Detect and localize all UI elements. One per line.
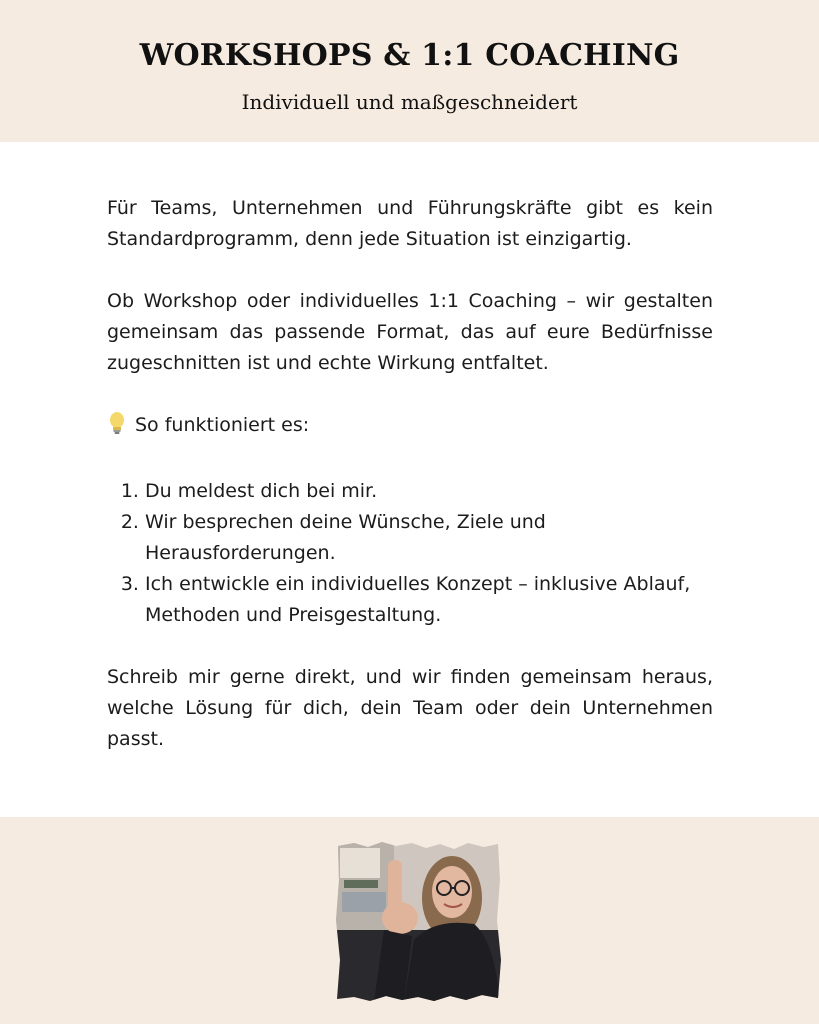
list-item: 3. Ich entwickle ein individuelles Konzept – inklusive Ablauf, Methoden und Preisgestaltung. [145,569,713,631]
portrait-photo [334,840,502,1002]
how-it-works-heading [107,410,713,445]
page-title: WORKSHOPS & 1:1 COACHING [139,38,680,73]
list-item: 2. Wir besprechen deine Wünsche, Ziele und Herausforderungen. [145,507,713,569]
how-it-works-label: So funktioniert es: [135,414,310,436]
closing-paragraph: Schreib mir gerne direkt, und wir finden gemeinsam heraus, welche Lösung für dich, dein Team oder dein Unternehmen passt. [107,666,713,750]
page-subtitle: Individuell und maßgeschneidert [241,90,578,114]
steps-list [107,476,713,631]
main-content [107,193,713,786]
lightbulb-icon [107,411,127,445]
intro-paragraph: Für Teams, Unternehmen und Führungskräfte gibt es kein Standardprogramm, denn jede Situation ist einzigartig. [107,197,713,250]
list-item: 1. Du meldest dich bei mir. [145,476,713,507]
description-paragraph: Ob Workshop oder individuelles 1:1 Coaching – wir gestalten gemeinsam das passende Format, das auf eure Bedürfnisse zugeschnitten ist und echte Wirkung entfaltet. [107,290,713,374]
header-band [0,0,819,142]
